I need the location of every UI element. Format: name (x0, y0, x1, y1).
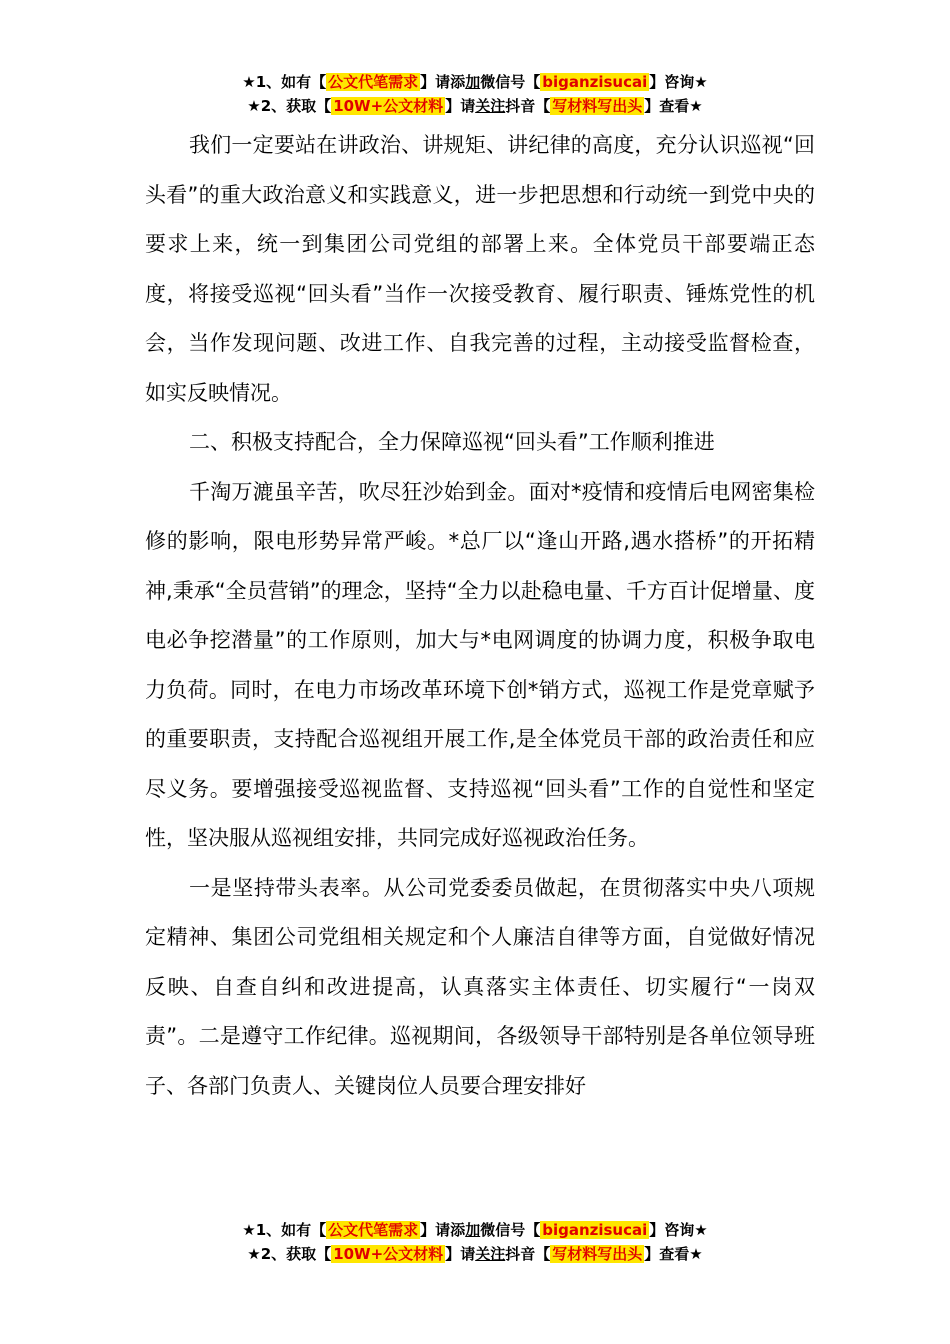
footer-banner (0, 1218, 950, 1266)
document-body (145, 121, 815, 1111)
highlight-materials: 10W+公文材料 (333, 97, 444, 115)
banner-text-underlined: 加 (465, 1221, 481, 1239)
paragraph: 千淘万漉虽辛苦，吹尽狂沙始到金。面对*疫情和疫情后电网密集检修的影响，限电形势异常严峻。*总厂以“逢山开路,遇水搭桥”的开拓精神,秉承“全员营销”的理念，坚持“全力以赴稳电量、千方百计促增量、度电必争挖潜量”的工作原则，加大与*电网调度的协调力度，积极争取电力负荷。同时，在电力市场改革环境下创*销方式，巡视工作是党章赋予的重要职责，支持配合巡视组开展工作,是全体党员干部的政治责任和应尽义务。要增强接受巡视监督、支持巡视“回头看”工作的自觉性和坚定性，坚决服从巡视组安排，共同完成好巡视政治任务。 (145, 479, 815, 850)
banner-text: 】请添 (420, 73, 466, 91)
banner-line-1 (0, 70, 950, 94)
highlight-materials: 10W+公文材料 (333, 1245, 444, 1263)
banner-line-1 (0, 1218, 950, 1242)
banner-text: ★1、如有【 (242, 73, 327, 91)
banner-text: 】查看★ (644, 1245, 703, 1263)
highlight-douyin-account: 写材料写出头 (552, 1245, 643, 1263)
paragraph: 我们一定要站在讲政治、讲规矩、讲纪律的高度，充分认识巡视“回头看”的重大政治意义和实践意义，进一步把思想和行动统一到党中央的要求上来，统一到集团公司党组的部署上来。全体党员干部要端正态度，将接受巡视“回头看”当作一次接受教育、履行职责、锤炼党性的机会，当作发现问题、改进工作、自我完善的过程，主动接受监督检查，如实反映情况。 (145, 133, 815, 405)
banner-text: ★1、如有【 (242, 1221, 327, 1239)
banner-line-2 (0, 94, 950, 118)
banner-text: 微信号【 (480, 73, 541, 91)
banner-text-underlined: 关注 (475, 97, 506, 115)
banner-text-underlined: 加 (465, 73, 481, 91)
highlight-douyin-account: 写材料写出头 (552, 97, 643, 115)
banner-text: ★2、获取【 (247, 1245, 332, 1263)
banner-text: 抖音【 (505, 1245, 551, 1263)
banner-text: 】请 (445, 1245, 476, 1263)
banner-text: 】请 (445, 97, 476, 115)
paragraph: 一是坚持带头表率。从公司党委委员做起，在贯彻落实中央八项规定精神、集团公司党组相关规定和个人廉洁自律等方面，自觉做好情况反映、自查自纠和改进提高，认真落实主体责任、切实履行“一岗双责”。二是遵守工作纪律。巡视期间，各级领导干部特别是各单位领导班子、各部门负责人、关键岗位人员要合理安排好 (145, 875, 815, 1098)
banner-text: 】查看★ (644, 97, 703, 115)
banner-line-2 (0, 1242, 950, 1266)
highlight-wechat-id: biganzisucai (542, 73, 648, 91)
banner-text: 抖音【 (505, 97, 551, 115)
section-heading: 二、积极支持配合，全力保障巡视“回头看”工作顺利推进 (189, 430, 715, 454)
highlight-wechat-id: biganzisucai (542, 1221, 648, 1239)
banner-text: 】咨询★ (649, 1221, 708, 1239)
header-banner (0, 70, 950, 118)
banner-text-underlined: 关注 (475, 1245, 506, 1263)
banner-text: 微信号【 (480, 1221, 541, 1239)
highlight-service: 公文代笔需求 (328, 73, 419, 91)
highlight-service: 公文代笔需求 (328, 1221, 419, 1239)
banner-text: 】咨询★ (649, 73, 708, 91)
banner-text: ★2、获取【 (247, 97, 332, 115)
banner-text: 】请添 (420, 1221, 466, 1239)
